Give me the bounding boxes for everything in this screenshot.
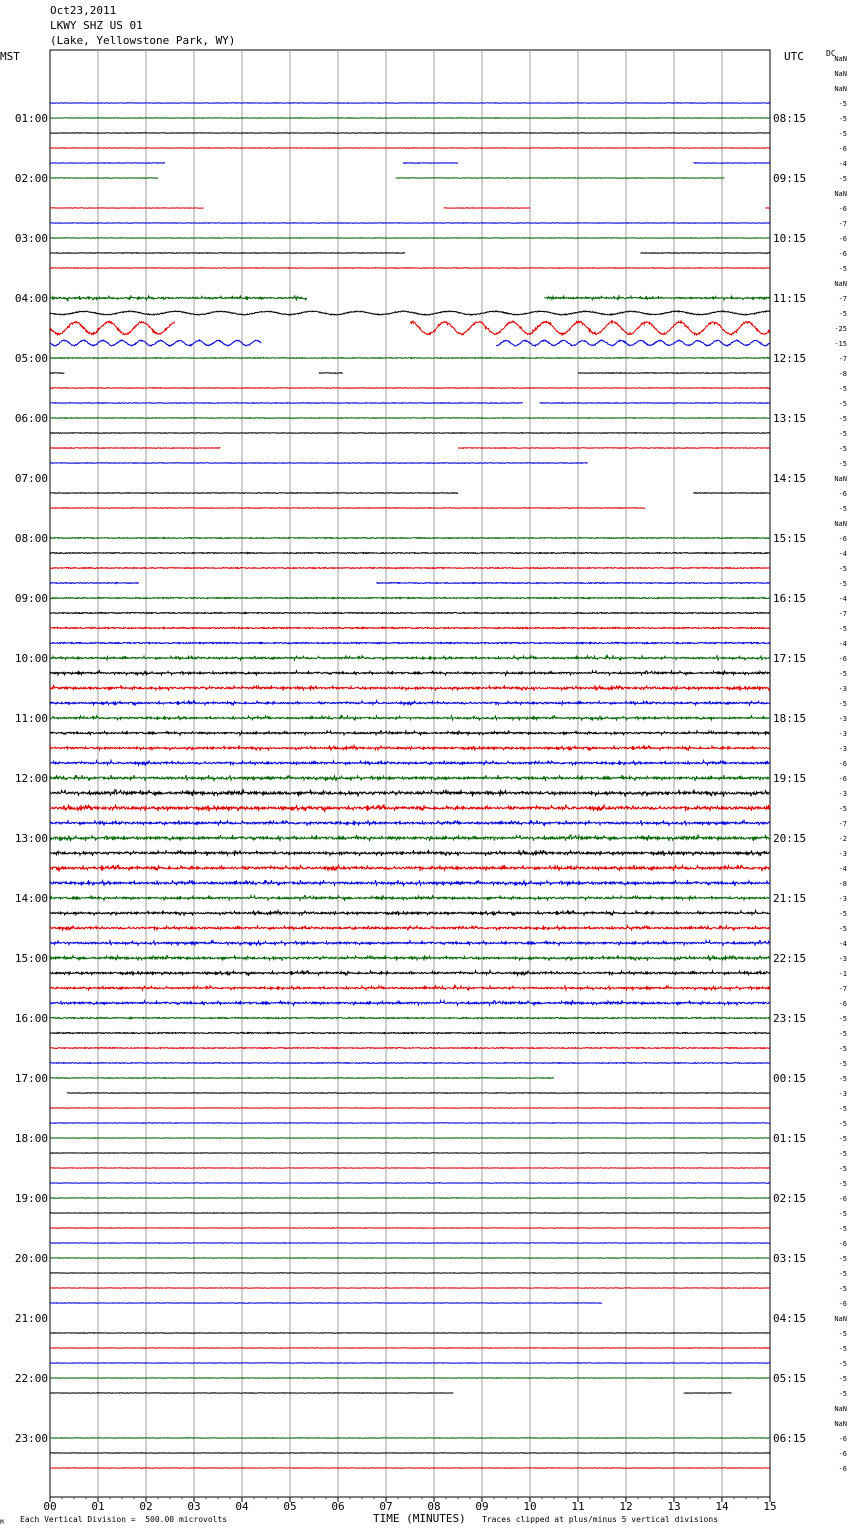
dc-offset-label: -5 [838, 460, 847, 468]
seismic-trace [50, 941, 770, 946]
hour-label-utc: 01:15 [773, 1132, 807, 1145]
dc-offset-label: -5 [838, 1075, 847, 1083]
dc-offset-label: NaN [834, 475, 847, 483]
hour-label-mst: 08:00 [14, 532, 48, 545]
seismic-trace [50, 701, 770, 706]
hour-label-utc: 15:15 [773, 532, 807, 545]
dc-offset-label: NaN [834, 1315, 847, 1323]
dc-offset-label: -5 [838, 1225, 847, 1233]
seismic-trace [50, 896, 770, 901]
seismic-trace [319, 373, 343, 374]
dc-offset-label: -5 [838, 1270, 847, 1278]
dc-offset-label: -5 [838, 1330, 847, 1338]
hour-label-mst: 10:00 [14, 652, 48, 665]
hour-label-mst: 19:00 [14, 1192, 48, 1205]
seismic-trace [50, 1032, 770, 1033]
hour-label-utc: 18:15 [773, 712, 807, 725]
hour-label-mst: 03:00 [14, 232, 48, 245]
clip-note: Traces clipped at plus/minus 5 vertical divisions [482, 1515, 719, 1524]
dc-offset-label: -5 [838, 1375, 847, 1383]
seismic-trace [50, 568, 770, 569]
dc-offset-label: -6 [838, 1435, 847, 1443]
hour-label-utc: 23:15 [773, 1012, 807, 1025]
x-tick-label: 08 [427, 1500, 441, 1513]
seismic-trace [410, 321, 770, 335]
seismic-trace [458, 448, 770, 449]
chart-station: LKWY SHZ US 01 [50, 19, 143, 32]
dc-offset-label: -6 [838, 1300, 847, 1308]
hour-label-utc: 02:15 [773, 1192, 807, 1205]
dc-offset-label: -5 [838, 115, 847, 123]
x-tick-label: 11 [571, 1500, 585, 1513]
seismic-trace [50, 716, 770, 721]
dc-offset-label: -5 [838, 385, 847, 393]
x-tick-label: 12 [619, 1500, 633, 1513]
seismic-trace [50, 1017, 770, 1018]
dc-offset-label: -4 [838, 160, 847, 168]
dc-offset-label: -5 [838, 625, 847, 633]
seismic-trace [50, 448, 220, 449]
x-axis-label: TIME (MINUTES) [373, 1512, 466, 1525]
seismic-trace [540, 403, 770, 404]
hour-label-utc: 17:15 [773, 652, 807, 665]
hour-label-mst: 07:00 [14, 472, 48, 485]
dc-offset-label: -5 [838, 565, 847, 573]
seismic-trace [50, 403, 523, 404]
dc-offset-label: -5 [838, 400, 847, 408]
dc-offset-label: -6 [838, 775, 847, 783]
seismic-trace [50, 731, 770, 736]
seismic-trace [50, 311, 770, 315]
x-tick-label: 15 [763, 1500, 777, 1513]
dc-offset-label: -5 [838, 310, 847, 318]
left-axis-title: MST [0, 50, 20, 63]
plot-frame [50, 50, 770, 1497]
hour-label-mst: 17:00 [14, 1072, 48, 1085]
seismic-trace [50, 268, 770, 269]
right-axis-title: UTC [784, 50, 804, 63]
x-tick-label: 05 [283, 1500, 297, 1513]
x-tick-label: 06 [331, 1500, 345, 1513]
dc-offset-label: -5 [838, 1120, 847, 1128]
x-tick-label: 07 [379, 1500, 393, 1513]
x-tick-label: 14 [715, 1500, 729, 1513]
dc-offset-label: -5 [838, 670, 847, 678]
dc-offset-label: NaN [834, 1420, 847, 1428]
hour-label-utc: 16:15 [773, 592, 807, 605]
trace-group [50, 103, 770, 1468]
dc-offset-label: -5 [838, 700, 847, 708]
dc-offset-label: -4 [838, 865, 847, 873]
hour-label-mst: 20:00 [14, 1252, 48, 1265]
dc-offset-label: -4 [838, 550, 847, 558]
hour-label-mst: 01:00 [14, 112, 48, 125]
dc-offset-label: NaN [834, 85, 847, 93]
dc-offset-label: -5 [838, 1255, 847, 1263]
dc-offset-label: -5 [838, 1360, 847, 1368]
dc-offset-label: -7 [838, 985, 847, 993]
seismic-trace [50, 418, 770, 419]
dc-offset-label: -5 [838, 1030, 847, 1038]
hour-label-mst: 22:00 [14, 1372, 48, 1385]
dc-offset-label: -3 [838, 745, 847, 753]
dc-offset-label: -5 [838, 175, 847, 183]
dc-offset-label: -5 [838, 1045, 847, 1053]
dc-offset-label: -6 [838, 490, 847, 498]
seismic-trace [50, 463, 588, 464]
dc-offset-label: -6 [838, 1240, 847, 1248]
hour-label-utc: 21:15 [773, 892, 807, 905]
seismic-trace [50, 820, 770, 826]
x-tick-label: 02 [139, 1500, 153, 1513]
seismic-trace [50, 1078, 554, 1079]
dc-offset-label: -5 [838, 1390, 847, 1398]
seismic-trace [50, 493, 458, 494]
scale-note: Each Vertical Division = 500.00 microvolts [20, 1515, 228, 1524]
hour-label-utc: 03:15 [773, 1252, 807, 1265]
dc-offset-label: -5 [838, 805, 847, 813]
dc-offset-label: -5 [838, 130, 847, 138]
seismic-trace [50, 388, 770, 389]
chart-location: (Lake, Yellowstone Park, WY) [50, 34, 236, 47]
hour-label-utc: 05:15 [773, 1372, 807, 1385]
x-tick-label: 13 [667, 1500, 681, 1513]
dc-offset-label: NaN [834, 280, 847, 288]
chart-date: Oct23,2011 [50, 4, 117, 17]
dc-offset-label: -4 [838, 595, 847, 603]
seismic-trace [50, 553, 770, 554]
hour-label-utc: 13:15 [773, 412, 807, 425]
dc-offset-label: -6 [838, 145, 847, 153]
x-tick-label: 04 [235, 1500, 249, 1513]
seismic-trace [693, 493, 770, 494]
seismic-trace [50, 433, 770, 434]
hour-label-utc: 04:15 [773, 1312, 807, 1325]
dc-offset-label: -5 [838, 1060, 847, 1068]
seismic-trace [50, 321, 175, 335]
hour-label-utc: 14:15 [773, 472, 807, 485]
seismic-trace [376, 583, 770, 584]
seismic-trace [640, 253, 770, 254]
hour-label-mst: 12:00 [14, 772, 48, 785]
dc-offset-label: -5 [838, 1135, 847, 1143]
seismic-trace [50, 1001, 770, 1006]
dc-offset-label: -4 [838, 640, 847, 648]
seismic-trace [50, 373, 64, 374]
seismic-trace [50, 790, 770, 797]
seismic-trace [50, 656, 770, 661]
dc-offset-label: -6 [838, 235, 847, 243]
seismic-trace [50, 642, 770, 643]
dc-offset-label: -6 [838, 250, 847, 258]
hour-label-utc: 00:15 [773, 1072, 807, 1085]
hour-label-mst: 23:00 [14, 1432, 48, 1445]
dc-offset-label: -6 [838, 205, 847, 213]
hour-label-mst: 04:00 [14, 292, 48, 305]
hour-label-utc: 20:15 [773, 832, 807, 845]
hour-label-mst: 16:00 [14, 1012, 48, 1025]
seismic-trace [578, 373, 770, 374]
seismic-trace [50, 296, 307, 300]
dc-offset-label: -4 [838, 940, 847, 948]
hour-label-mst: 02:00 [14, 172, 48, 185]
dc-offset-label: NaN [834, 1405, 847, 1413]
hour-label-utc: 10:15 [773, 232, 807, 245]
seismic-trace [50, 597, 770, 598]
seismic-trace [50, 671, 770, 676]
hour-label-utc: 06:15 [773, 1432, 807, 1445]
dc-offset-label: -3 [838, 685, 847, 693]
dc-offset-label: -5 [838, 505, 847, 513]
dc-offset-label: -7 [838, 355, 847, 363]
dc-offset-label: -3 [838, 850, 847, 858]
dc-offset-label: -5 [838, 925, 847, 933]
hour-label-mst: 09:00 [14, 592, 48, 605]
seismic-trace [50, 880, 770, 886]
seismic-trace [50, 986, 770, 991]
dc-offset-label: -1 [838, 970, 847, 978]
x-tick-label: 03 [187, 1500, 201, 1513]
seismic-trace [50, 746, 770, 751]
dc-offset-label: NaN [834, 190, 847, 198]
hour-label-mst: 14:00 [14, 892, 48, 905]
dc-offset-label: -3 [838, 790, 847, 798]
hour-label-utc: 08:15 [773, 112, 807, 125]
seismic-trace [50, 1063, 770, 1064]
dc-column-title: DC [826, 49, 836, 58]
dc-offset-label: -8 [838, 880, 847, 888]
seismic-trace [50, 253, 405, 254]
seismic-trace [50, 835, 770, 842]
seismic-trace [50, 508, 645, 509]
hour-label-mst: 13:00 [14, 832, 48, 845]
hour-label-mst: 11:00 [14, 712, 48, 725]
seismic-trace [50, 538, 770, 539]
seismic-trace [50, 627, 770, 628]
seismic-trace [50, 804, 770, 811]
dc-offset-label: -3 [838, 1090, 847, 1098]
hour-label-utc: 12:15 [773, 352, 807, 365]
dc-offset-label: -5 [838, 430, 847, 438]
dc-offset-label: -5 [838, 1015, 847, 1023]
dc-offset-label: -8 [838, 370, 847, 378]
dc-offset-label: -5 [838, 1165, 847, 1173]
dc-offset-label: -3 [838, 955, 847, 963]
hour-label-utc: 11:15 [773, 292, 807, 305]
dc-offset-label: -5 [838, 1210, 847, 1218]
dc-offset-label: -6 [838, 760, 847, 768]
seismic-trace [50, 583, 139, 584]
seismic-trace [50, 970, 770, 975]
dc-offset-label: NaN [834, 55, 847, 63]
x-tick-label: 01 [91, 1500, 105, 1513]
hour-label-utc: 09:15 [773, 172, 807, 185]
hour-label-mst: 05:00 [14, 352, 48, 365]
dc-offset-label: -6 [838, 1195, 847, 1203]
hour-label-utc: 19:15 [773, 772, 807, 785]
seismic-trace [50, 612, 770, 613]
dc-offset-label: -3 [838, 730, 847, 738]
hour-label-mst: 15:00 [14, 952, 48, 965]
dc-offset-label: -5 [838, 1105, 847, 1113]
x-tick-label: 10 [523, 1500, 537, 1513]
dc-offset-label: -5 [838, 445, 847, 453]
seismic-trace [50, 955, 770, 961]
dc-offset-label: -7 [838, 220, 847, 228]
dc-offset-label: -6 [838, 535, 847, 543]
hour-label-mst: 21:00 [14, 1312, 48, 1325]
hour-label-utc: 22:15 [773, 952, 807, 965]
dc-offset-label: -6 [838, 1000, 847, 1008]
seismic-trace [50, 925, 770, 930]
dc-offset-label: -7 [838, 610, 847, 618]
dc-offset-label: NaN [834, 70, 847, 78]
dc-offset-label: -6 [838, 655, 847, 663]
hour-label-mst: 06:00 [14, 412, 48, 425]
dc-offset-label: -15 [834, 340, 847, 348]
seismic-trace [50, 358, 770, 359]
seismic-trace [50, 685, 770, 691]
seismic-trace [50, 775, 770, 781]
dc-offset-label: -5 [838, 580, 847, 588]
dc-offset-label: -5 [838, 1345, 847, 1353]
dc-offset-label: -5 [838, 910, 847, 918]
seismic-trace [50, 760, 770, 765]
dc-offset-label: -5 [838, 1285, 847, 1293]
hour-label-mst: 18:00 [14, 1132, 48, 1145]
dc-offset-label: -6 [838, 1450, 847, 1458]
dc-offset-label: -5 [838, 415, 847, 423]
dc-offset-label: -5 [838, 1150, 847, 1158]
x-tick-label: 09 [475, 1500, 489, 1513]
dc-offset-label: -5 [838, 100, 847, 108]
dc-offset-label: -7 [838, 820, 847, 828]
dc-offset-label: NaN [834, 520, 847, 528]
dc-offset-label: -7 [838, 295, 847, 303]
seismic-trace [50, 911, 770, 916]
dc-offset-label: -3 [838, 895, 847, 903]
dc-offset-label: -6 [838, 1465, 847, 1473]
dc-offset-label: -5 [838, 1180, 847, 1188]
dc-offset-label: -25 [834, 325, 847, 333]
seismic-trace [67, 1093, 770, 1094]
corner-mark: M [0, 1519, 4, 1526]
dc-offset-label: -3 [838, 715, 847, 723]
x-tick-label: 00 [43, 1500, 57, 1513]
seismic-trace [50, 340, 261, 346]
seismic-trace [50, 865, 770, 872]
dc-offset-label: -2 [838, 835, 847, 843]
seismic-trace [50, 850, 770, 856]
dc-offset-label: -5 [838, 265, 847, 273]
seismic-trace [50, 1048, 770, 1049]
seismic-trace [496, 340, 770, 346]
